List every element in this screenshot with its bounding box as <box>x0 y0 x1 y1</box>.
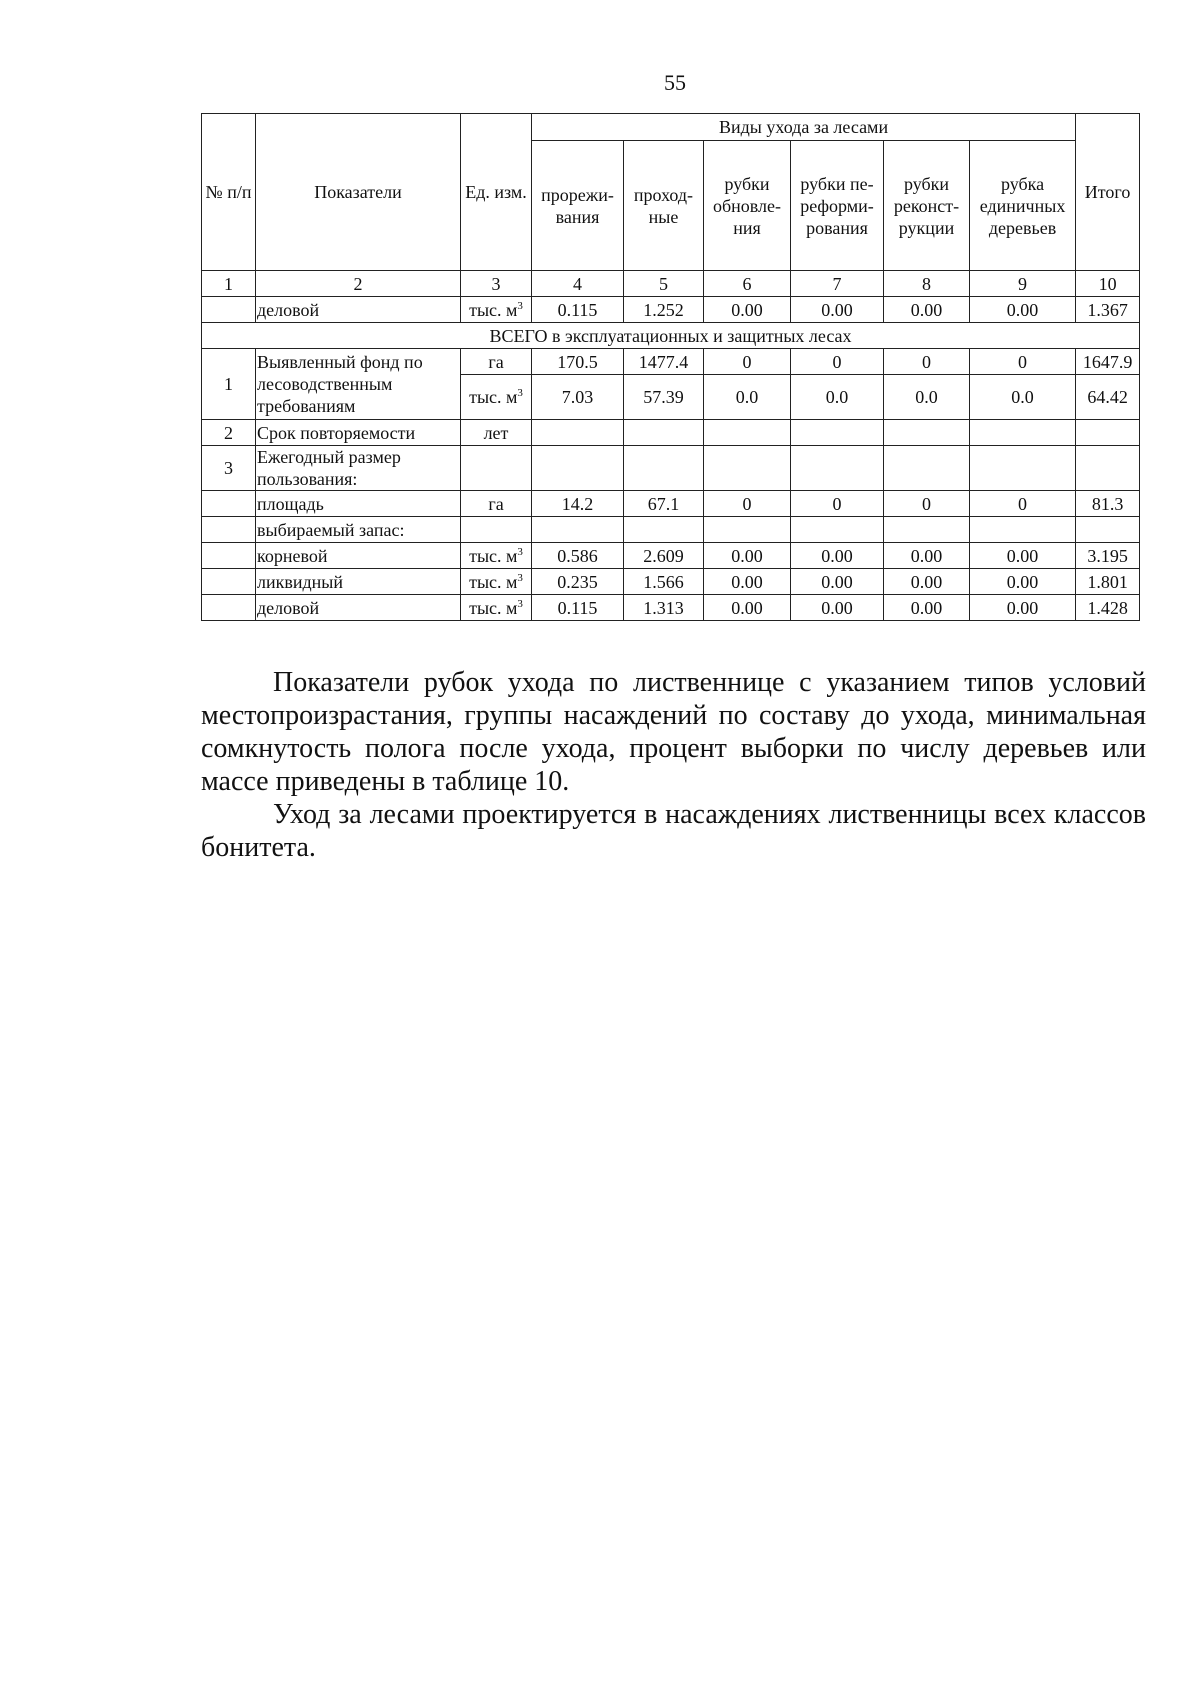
row-unit: тыс. $м^3$ <box>461 569 532 595</box>
table-cell: 67.1 <box>624 491 704 517</box>
section-title: ВСЕГО в эксплуатационных и защитных лесах <box>202 323 1140 349</box>
col-number: 6 <box>704 271 791 297</box>
row-number: 2 <box>202 420 256 446</box>
row-label: площадь <box>256 491 461 517</box>
table-cell: 0.115 <box>532 297 624 323</box>
header-indicators: Показатели <box>256 114 461 271</box>
table-cell: 0 <box>704 349 791 375</box>
row-label: корневой <box>256 543 461 569</box>
row-unit: тыс. $м^3$ <box>461 375 532 420</box>
row-label: деловой <box>256 595 461 621</box>
section-row <box>202 323 1140 349</box>
table-row <box>202 446 1140 491</box>
table-cell: 0.0 <box>704 375 791 420</box>
table-cell: 0.00 <box>704 297 791 323</box>
table-cell: 0.115 <box>532 595 624 621</box>
table-cell: 0 <box>791 349 884 375</box>
table-cell: 0.00 <box>791 595 884 621</box>
table-row <box>202 595 1140 621</box>
table-cell: 0.00 <box>884 569 970 595</box>
column-numbers-row <box>202 271 1140 297</box>
table-row <box>202 517 1140 543</box>
table-cell: 14.2 <box>532 491 624 517</box>
header-thinning: прорежи-вания <box>532 141 624 271</box>
table-cell: 0 <box>884 491 970 517</box>
table-cell: 0.00 <box>791 543 884 569</box>
table-cell: 1.313 <box>624 595 704 621</box>
table-cell: 0.235 <box>532 569 624 595</box>
table-cell: 1477.4 <box>624 349 704 375</box>
table-cell: 1.566 <box>624 569 704 595</box>
table-cell: 0.00 <box>884 297 970 323</box>
table-row <box>202 491 1140 517</box>
header-care-types: Виды ухода за лесами <box>532 114 1076 141</box>
header-num: № п/п <box>202 114 256 271</box>
table-cell: 0 <box>704 491 791 517</box>
table-cell: 3.195 <box>1076 543 1140 569</box>
table-cell: 0 <box>970 349 1076 375</box>
table-cell: 0.00 <box>970 595 1076 621</box>
row-label: деловой <box>256 297 461 323</box>
table-cell: 1647.9 <box>1076 349 1140 375</box>
table-cell: 0.586 <box>532 543 624 569</box>
col-number: 2 <box>256 271 461 297</box>
row-label: Ежегодный размер пользования: <box>256 446 461 491</box>
row-unit: тыс. $м^3$ <box>461 595 532 621</box>
table-cell: 0 <box>791 491 884 517</box>
col-number: 8 <box>884 271 970 297</box>
header-reconstruction: рубки реконст-рукции <box>884 141 970 271</box>
table-cell: 0.00 <box>791 569 884 595</box>
table-cell: 1.252 <box>624 297 704 323</box>
table-cell: 0.00 <box>884 595 970 621</box>
table-cell: 0 <box>884 349 970 375</box>
table-cell: 0.0 <box>970 375 1076 420</box>
table-cell: 0.0 <box>791 375 884 420</box>
row-label: выбираемый запас: <box>256 517 461 543</box>
table-cell: 0.00 <box>970 543 1076 569</box>
row-unit: га <box>461 491 532 517</box>
row-unit: лет <box>461 420 532 446</box>
body-paragraph: Уход за лесами проектируется в насаждениях лиственницы всех классов бонитета. <box>201 799 1146 863</box>
table-cell: 1.428 <box>1076 595 1140 621</box>
col-number: 9 <box>970 271 1076 297</box>
table-cell: 0.00 <box>791 297 884 323</box>
table-cell: 2.609 <box>624 543 704 569</box>
table-cell: 1.801 <box>1076 569 1140 595</box>
header-single-trees: рубка единичных деревьев <box>970 141 1076 271</box>
table-cell: 0.00 <box>704 595 791 621</box>
table-cell: 64.42 <box>1076 375 1140 420</box>
table-cell: 1.367 <box>1076 297 1140 323</box>
forest-care-table <box>201 113 1140 621</box>
table-row <box>202 349 1140 375</box>
row-number: 3 <box>202 446 256 491</box>
col-number: 7 <box>791 271 884 297</box>
col-number: 5 <box>624 271 704 297</box>
table-cell: 0.00 <box>970 297 1076 323</box>
row-label: ликвидный <box>256 569 461 595</box>
table-cell: 57.39 <box>624 375 704 420</box>
col-number: 3 <box>461 271 532 297</box>
row-unit: га <box>461 349 532 375</box>
header-passing: проход-ные <box>624 141 704 271</box>
table-cell: 0.00 <box>704 569 791 595</box>
header-total: Итого <box>1076 114 1140 271</box>
col-number: 4 <box>532 271 624 297</box>
body-paragraph: Показатели рубок ухода по лиственнице с указанием типов условий местопроизрастания, группы насаждений по составу до ухода, минимальная сомкнутость полога после ухода, процент выборки по числу деревьев или массе приведены в таблице 10. <box>201 667 1146 797</box>
table-cell: 81.3 <box>1076 491 1140 517</box>
table-row <box>202 543 1140 569</box>
table-cell: 0.00 <box>970 569 1076 595</box>
row-number: 1 <box>202 349 256 420</box>
table-cell: 0.00 <box>884 543 970 569</box>
table-cell: 170.5 <box>532 349 624 375</box>
row-unit: тыс. $м^3$ <box>461 297 532 323</box>
page-number: 55 <box>664 70 686 95</box>
table-row <box>202 420 1140 446</box>
col-number: 10 <box>1076 271 1140 297</box>
table-cell: 0.00 <box>704 543 791 569</box>
header-reformation: рубки пе-реформи-рования <box>791 141 884 271</box>
table-cell: 7.03 <box>532 375 624 420</box>
row-unit: тыс. $м^3$ <box>461 543 532 569</box>
row-label: Выявленный фонд по лесоводственным требованиям <box>256 349 461 420</box>
table-cell: 0 <box>970 491 1076 517</box>
table-row <box>202 569 1140 595</box>
table-row <box>202 297 1140 323</box>
header-renewal: рубки обновле-ния <box>704 141 791 271</box>
col-number: 1 <box>202 271 256 297</box>
table-cell: 0.0 <box>884 375 970 420</box>
header-unit: Ед. изм. <box>461 114 532 271</box>
row-label: Срок повторяемости <box>256 420 461 446</box>
